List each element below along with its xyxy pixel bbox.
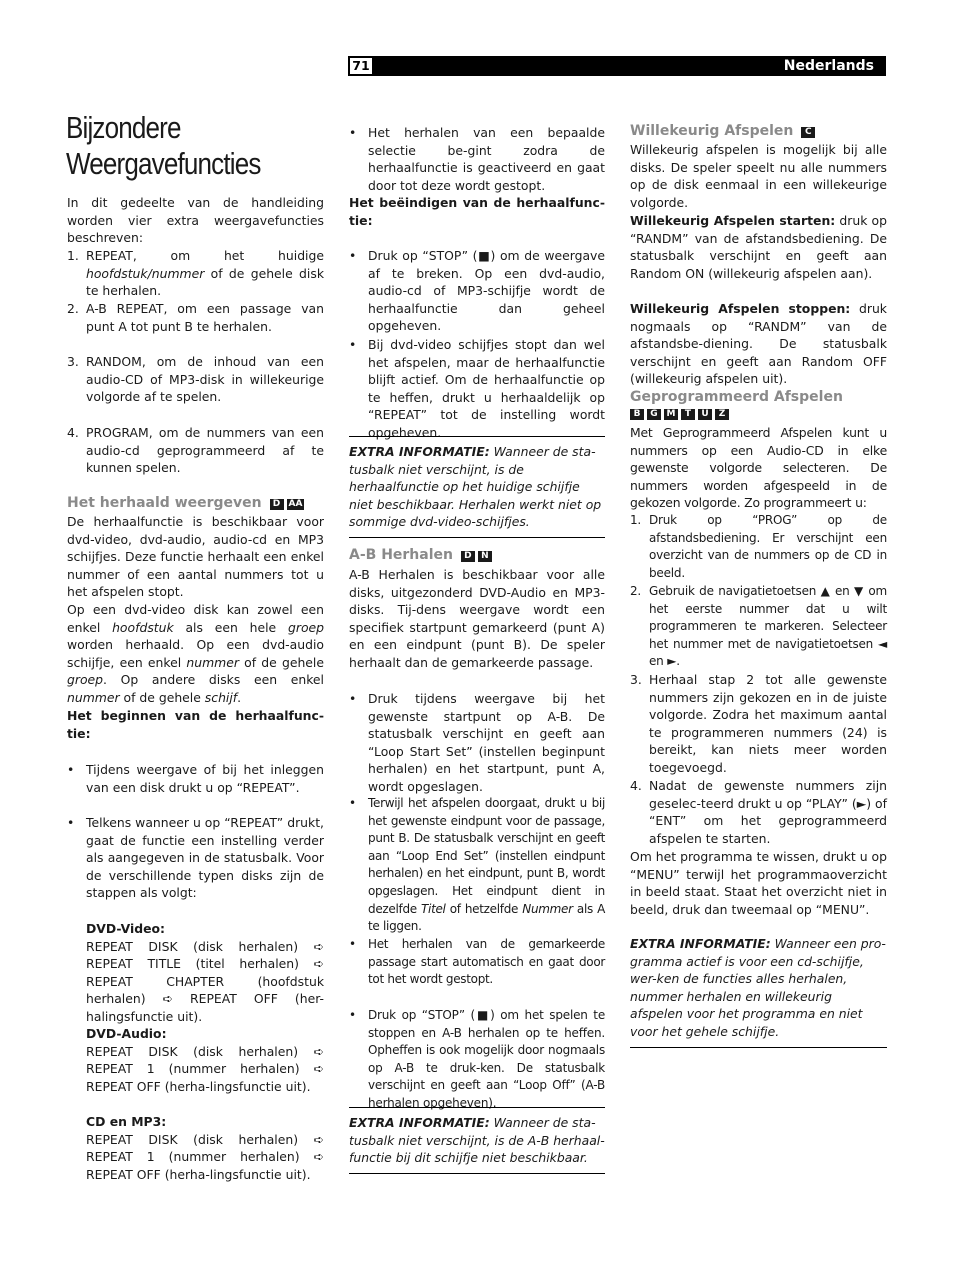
- list-number: 1.: [67, 248, 79, 263]
- list-number: 2.: [630, 584, 642, 598]
- list-item: • Telkens wanneer u op “REPEAT” drukt, gaat de functie een instelling verder als aangegeven in de statusbalk. Voor de verschillende typen disks zijn de stappen als volgt:: [67, 815, 324, 901]
- language-label: Nederlands: [783, 58, 874, 74]
- disc-tag: D: [270, 499, 284, 510]
- dvd-video-steps: DVD-Video: REPEAT DISK (disk herhalen) ➪ REPEAT TITLE (titel herhalen) ➪ REPEAT CHAPTER (hoofdstuk herhalen) ➪ REPEAT OFF (her-halingsfunctie uit).: [86, 921, 324, 1024]
- page-title: [66, 110, 261, 182]
- wipe-paragraph: Om het programma te wissen, drukt u op “MENU” terwijl het programmaoverzicht in beeld staat. Staat het overzicht niet in beeld, druk dan tweemaal op “MENU”.: [630, 849, 887, 917]
- list-item: • Druk op “STOP” (■) om de weergave af te breken. Op een dvd-audio, audio-cd of MP3-schijfje wordt de herhaalfunctie dan geheel opgeheven.: [349, 248, 605, 334]
- list-item: 3. Herhaal stap 2 tot alle gewenste nummers zijn gekozen en in de juiste volgorde. Zodra het maximum aantal te programmeren nummers (24) is bereikt, kan niets meer worden toegevoegd.: [630, 672, 887, 775]
- bullet: •: [349, 691, 357, 706]
- bullet: •: [349, 1008, 356, 1022]
- repeat-paragraph-2: Op een dvd-video disk kan zowel een enkel hoofdstuk als een hele groep worden herhaald. Op een dvd-audio schijfje, een enkel nummer of de gehele groep. Op andere disks een enkel nummer of de gehele schijf.: [67, 602, 325, 705]
- list-item: 2. Gebruik de navigatietoetsen ▲ en ▼ om het eerste nummer dat u wilt programmeren te markeren. Selecteer het nummer met de navigatietoetsen ◄ en ►.: [630, 584, 887, 669]
- section-heading-random: Willekeurig Afspelen C: [630, 122, 887, 140]
- list-number: 3.: [630, 672, 642, 687]
- disc-tag: U: [698, 409, 712, 420]
- list-number: 1.: [630, 513, 642, 527]
- list-item: • Het herhalen van de gemarkeerde passage start automatisch en gaat door tot het wordt gestopt.: [349, 937, 605, 987]
- title-line-2: Weergavefuncties: [66, 146, 261, 181]
- page-number: 71: [350, 58, 372, 74]
- list-item: 2. A-B REPEAT, om een passage van punt A tot punt B te herhalen.: [67, 301, 324, 334]
- bullet: •: [67, 762, 75, 777]
- bullet: •: [349, 248, 357, 263]
- program-tags: [630, 406, 887, 420]
- info-note-2: EXTRA INFORMATIE: Wanneer de sta-tusbalk niet verschijnt, is de A-B herhaal-functie bij dit schijfje niet beschikbaar.: [349, 1107, 605, 1174]
- disc-tag: D: [461, 551, 475, 562]
- section-heading-repeat: Het herhaald weergeven D AA: [67, 495, 303, 511]
- end-heading: Het beëindigen van de herhaalfunc-tie:: [349, 195, 605, 228]
- list-item: • Druk tijdens weergave bij het gewenste startpunt op A-B. De statusbalk verschijnt en geeft aan “Loop Start Set” (instellen beginpunt herhalen) en het startpunt, punt A, wordt opgeslagen.: [349, 691, 605, 794]
- repeat-paragraph-1: De herhaalfunctie is beschikbaar voor dvd-video, dvd-audio, audio-cd en MP3 schijfjes. Deze functie herhaalt een enkel nummer of een aantal nummers tot u het afspelen stopt.: [67, 514, 324, 600]
- list-item: 3. RANDOM, om de inhoud van een audio-CD of MP3-disk in willekeurige volgorde af te spelen.: [67, 354, 324, 405]
- start-heading: Het beginnen van de herhaalfunc-tie:: [67, 708, 324, 741]
- info-note-3: EXTRA INFORMATIE: Wanneer een pro-gramma actief is voor een cd-schijfje, wer-ken de functies alles herhalen, nummer herhalen en willekeurig afspelen voor het programma en niet voor het gehele schijfje.: [630, 929, 887, 1048]
- bullet: •: [349, 937, 356, 951]
- list-item: 1. REPEAT, om het huidige hoofdstuk/nummer of de gehele disk te herhalen.: [67, 248, 324, 299]
- list-item: • Bij dvd-video schijfjes stopt dan wel het afspelen, maar de herhaalfunctie blijft actief. Om de herhaalfunctie op te heffen, drukt u herhaaldelijk op “REPEAT” tot de instelling wordt opgeheven.: [349, 337, 605, 440]
- disc-tag: B: [630, 409, 644, 420]
- random-paragraph: Willekeurig afspelen is mogelijk bij alle disks. De speler speelt nu alle nummers op de disk eenmaal in een willekeurige volgorde.: [630, 142, 887, 210]
- ab-paragraph: A-B Herhalen is beschikbaar voor alle disks, uitgezonderd DVD-Audio en MP3-disks. Tij-dens weergave wordt een specifiek startpunt gemarkeerd (punt A) en een eindpunt (punt B). De speler herhaalt dan de gemarkeerde passage.: [349, 567, 605, 670]
- disc-tag: AA: [288, 499, 303, 509]
- bullet: •: [349, 796, 356, 810]
- list-number: 2.: [67, 301, 79, 316]
- section-heading-program: Geprogrammeerd Afspelen: [630, 389, 843, 405]
- list-item: 4. PROGRAM, om de nummers van een audio-cd geprogrammeerd af te kunnen spelen.: [67, 425, 324, 476]
- bullet: •: [349, 125, 357, 140]
- list-item: • Druk op “STOP” (■) om het spelen te stoppen en A-B herhalen op te heffen. Opheffen is ook mogelijk door nogmaals op A-B te druk-ken. De statusbalk verschijnt en geeft aan “Loop Off” (A-B herhalen opgeheven).: [349, 1008, 605, 1110]
- list-item: 1. Druk op “PROG” op de afstandsbediening. Er verschijnt een overzicht van de nummers op de CD in beeld.: [630, 513, 887, 580]
- dvd-audio-steps: DVD-Audio: REPEAT DISK (disk herhalen) ➪ REPEAT 1 (nummer herhalen) ➪ REPEAT OFF (herha-lingsfunctie uit).: [86, 1026, 324, 1094]
- list-item: • Terwijl het afspelen doorgaat, drukt u bij het gewenste eindpunt voor de passage, punt B. De statusbalk verschijnt en geeft aan “Loop End Set” (instellen eindpunt herhalen) en het eindpunt, punt B, wordt opgeslagen. Het eindpunt dient in dezelfde Titel of hetzelfde Nummer als A te liggen.: [349, 796, 606, 934]
- disc-tag: M: [664, 409, 678, 420]
- list-item: 4. Nadat de gewenste nummers zijn geselec-teerd drukt u op “PLAY” (►) of “ENT” om het geprogrammeerd afspelen te starten.: [630, 778, 887, 846]
- section-heading-ab: A-B Herhalen D N: [349, 546, 605, 564]
- title-line-1: Bijzondere: [66, 110, 181, 145]
- random-stop: Willekeurig Afspelen stoppen: druk nogmaals op “RANDM” van de afstandsbe-diening. De statusbalk verschijnt en geeft aan Random OFF (willekeurig afspelen uit).: [630, 301, 887, 387]
- list-number: 4.: [67, 425, 79, 440]
- intro-paragraph: In dit gedeelte van de handleiding worden vier extra weergavefuncties beschreven:: [67, 195, 324, 246]
- list-number: 3.: [67, 354, 79, 369]
- list-number: 4.: [630, 778, 642, 793]
- disc-tag: N: [478, 551, 492, 562]
- info-note-1: EXTRA INFORMATIE: Wanneer de sta-tusbalk niet verschijnt, is de herhaalfunctie op het huidige schijfje niet beschikbaar. Herhalen werkt niet op sommige dvd-video-schijfjes.: [349, 436, 605, 538]
- bullet: •: [349, 337, 357, 352]
- cd-mp3-steps: CD en MP3: REPEAT DISK (disk herhalen) ➪ REPEAT 1 (nummer herhalen) ➪ REPEAT OFF (herha-lingsfunctie uit).: [86, 1114, 324, 1182]
- disc-tag: T: [681, 409, 695, 420]
- program-paragraph: Met Geprogrammeerd Afspelen kunt u nummers op een Audio-CD in elke gewenste volgorde selecteren. De nummers worden afgespeeld in de gekozen volgorde. Zo programmeert u:: [630, 425, 887, 511]
- random-start: Willekeurig Afspelen starten: druk op “RANDM” van de afstandsbediening. De statusbalk verschijnt en geeft aan Random ON (willekeurig afspelen aan).: [630, 213, 887, 281]
- list-item: • Tijdens weergave of bij het inleggen van een disk drukt u op “REPEAT”.: [67, 762, 324, 795]
- disc-tag: Z: [715, 409, 729, 420]
- disc-tag: C: [801, 127, 815, 138]
- disc-tag: G: [647, 409, 661, 420]
- list-item: • Het herhalen van een bepaalde selectie be-gint zodra de herhaalfunctie is geactiveerd en gaat door tot deze wordt gestopt.: [349, 125, 605, 193]
- bullet: •: [67, 815, 75, 830]
